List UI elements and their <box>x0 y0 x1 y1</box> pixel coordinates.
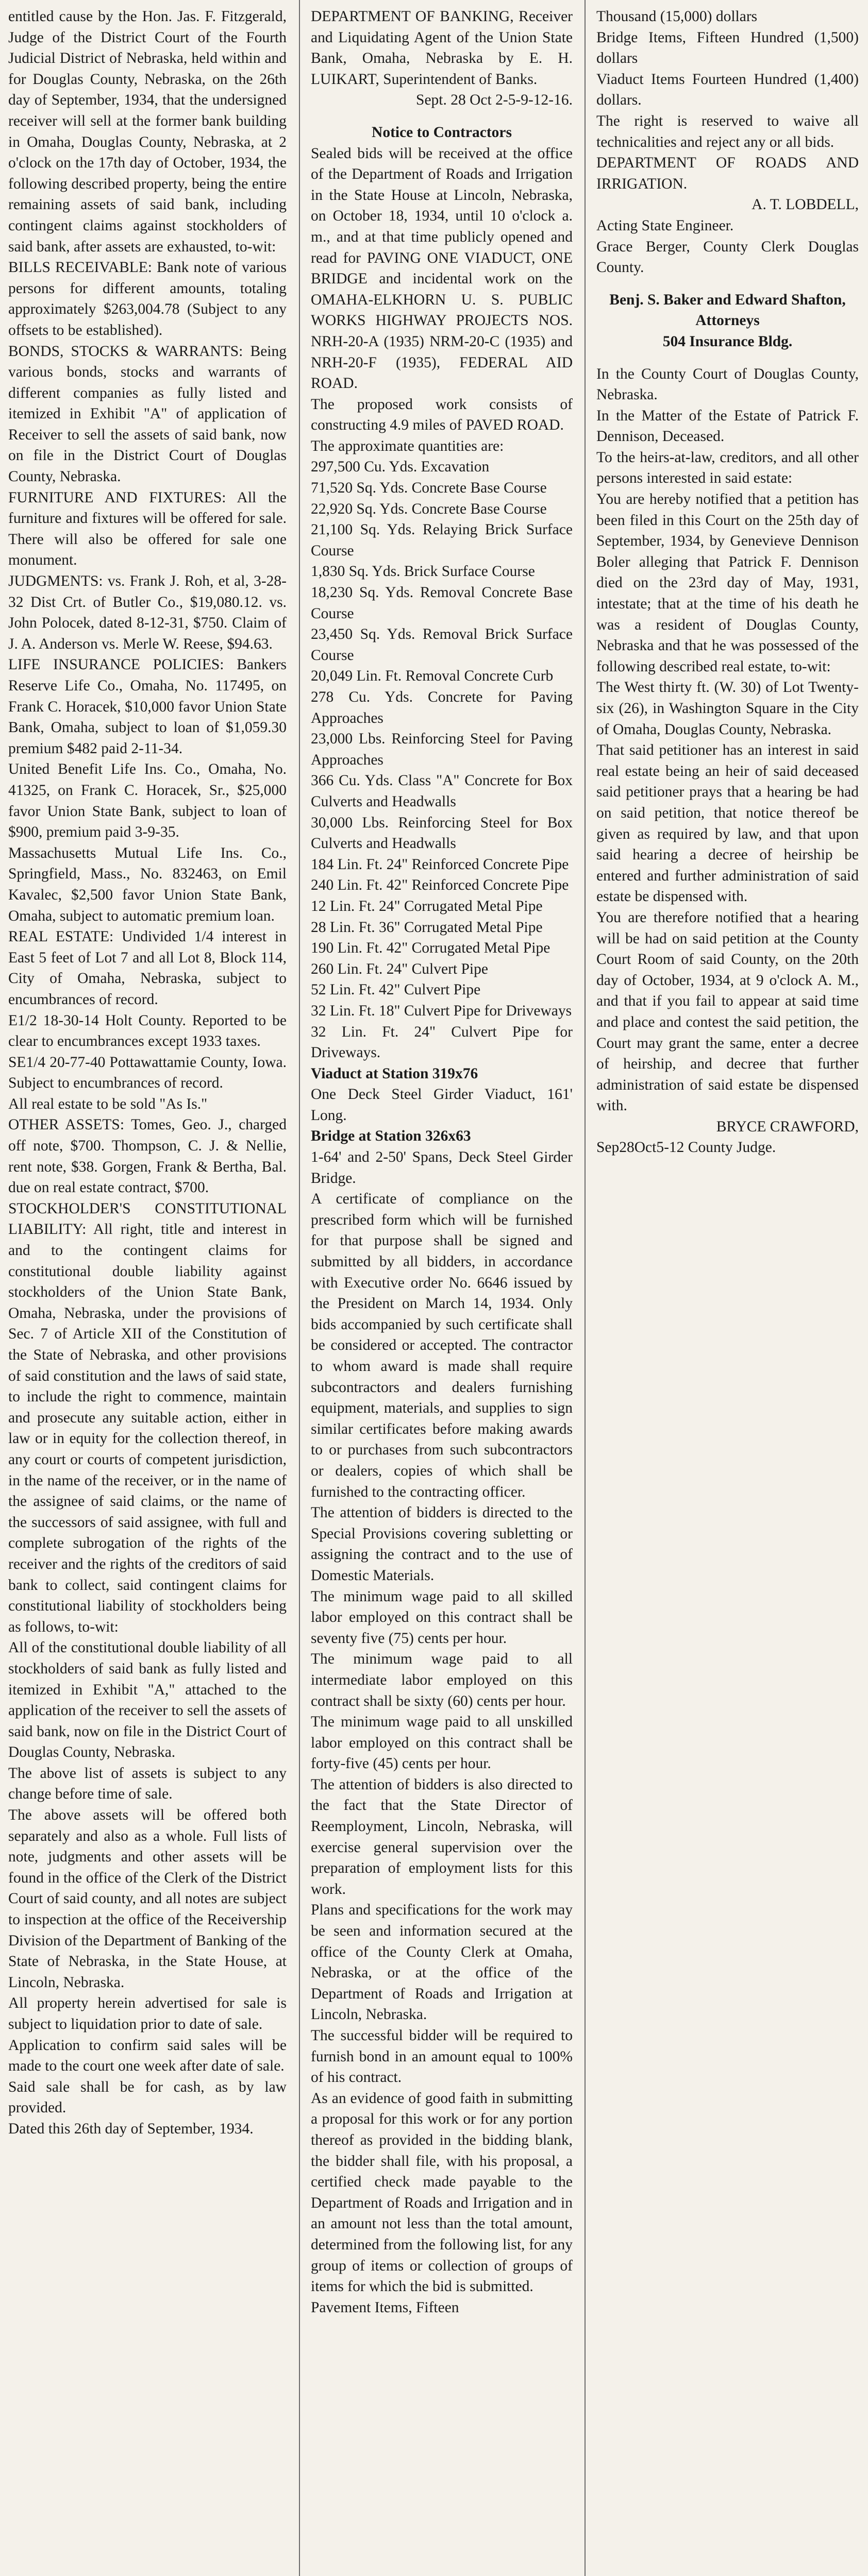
paragraph: DEPARTMENT OF ROADS AND IRRIGATION. <box>596 155 859 192</box>
paragraph: 12 Lin. Ft. 24" Corrugated Metal Pipe <box>311 897 543 914</box>
paragraph: You are therefore notified that a hearing will be had on said petition at the County Court Room of said County, on the 20th day of October, 1934, at 9 o'clock A. M., and that if you fail to appear at said time and place and contest the said petition, the Court may grant the same, enter a decree of heirship, and decree that further administration of said estate be dispensed with. <box>596 909 859 1114</box>
paragraph: LIFE INSURANCE POLICIES: Bankers Reserve Life Co., Omaha, No. 117495, on Frank C. Horacek, $10,000 favor Union State Bank, Omaha, subject to loan of $1,059.30 premium $482 paid 2-11-34. <box>8 656 287 757</box>
paragraph: STOCKHOLDER'S CONSTITUTIONAL LIABILITY: All right, title and interest in and to the contingent claims for constitutional double liability against stockholders of the Union State Bank, Omaha, Nebraska, under the provisions of Sec. 7 of Article XII of the Constitution of the State of Nebraska, and other provisions of said constitution and the laws of said state, to include the right to commence, maintain and prosecute any suitable action, either in law or in equity for the collection thereof, in any court or courts of competent jurisdiction, in the name of the receiver, or in the name of the assignee of said claims, or the name of the successors of said assignee, with full and complete subrogation of the rights of the receiver and the rights of the creditors of said bank to collect, said contingent claims for constitutional liability of stockholders being as follows, to-wit: <box>8 1200 287 1635</box>
paragraph: 366 Cu. Yds. Class "A" Concrete for Box Culverts and Headwalls <box>311 772 573 810</box>
paragraph: 184 Lin. Ft. 24" Reinforced Concrete Pipe <box>311 856 569 873</box>
paragraph: 20,049 Lin. Ft. Removal Concrete Curb <box>311 668 554 685</box>
paragraph: In the County Court of Douglas County, Nebraska. <box>596 365 859 403</box>
column-rule <box>299 0 300 2576</box>
paragraph: The right is reserved to waive all technicalities and reject any or all bids. <box>596 112 859 150</box>
paragraph: 30,000 Lbs. Reinforcing Steel for Box Culverts and Headwalls <box>311 814 573 852</box>
paragraph: The above list of assets is subject to any change before time of sale. <box>8 1765 287 1803</box>
paragraph: OTHER ASSETS: Tomes, Geo. J., charged off note, $700. Thompson, C. J. & Nellie, rent note, $38. Gorgen, Frank & Bertha, Bal. due on real estate contract, $700. <box>8 1116 287 1196</box>
column-rule <box>585 0 586 2576</box>
paragraph: 260 Lin. Ft. 24" Culvert Pipe <box>311 960 488 977</box>
paragraph: DEPARTMENT OF BANKING, Receiver and Liquidating Agent of the Union State Bank, Omaha, Nebraska by E. H. LUIKART, Superintendent of Banks. <box>311 8 573 88</box>
paragraph: As an evidence of good faith in submitting a proposal for this work or for any portion thereof as provided in the bidding blank, the bidder shall file, with his proposal, a certified check made payable to the Department of Roads and Irrigation and in an amount not less than the total amount, determined from the following list, for any group of items or collection of groups of items for which the bid is submitted. <box>311 2090 573 2295</box>
paragraph: A certificate of compliance on the prescribed form which will be furnished for that purpose shall be signed and submitted by all bidders, in accordance with Executive order No. 6646 issued by the President on March 14, 1934. Only bids accompanied by such certificate shall be considered or accepted. The contractor to whom award is made shall require subcontractors and dealers furnishing equipment, materials, and supplies to sign similar certificates before making awards to or purchases from such subcontractors or dealers, copies of which shall be furnished to the contracting officer. <box>311 1191 573 1500</box>
paragraph: That said petitioner has an interest in said real estate being an heir of said deceased said petitioner prays that a hearing be had on said petition, that notice thereof be given as required by law, and that upon said hearing a decree of heirship be entered and further administration of said estate be dispensed with. <box>596 742 859 905</box>
paragraph: BILLS RECEIVABLE: Bank note of various persons for different amounts, totaling approximately $263,004.78 (Subject to any offsets to be established). <box>8 259 287 338</box>
notice-heading: Notice to Contractors <box>372 124 512 141</box>
paragraph: FURNITURE AND FIXTURES: All the furniture and fixtures will be offered for sale. There will also be offered for sale one monument. <box>8 489 287 569</box>
signature-line: BRYCE CRAWFORD, <box>716 1118 859 1135</box>
paragraph: To the heirs-at-law, creditors, and all other persons interested in said estate: <box>596 449 859 487</box>
paragraph: 22,920 Sq. Yds. Concrete Base Course <box>311 500 547 517</box>
spacer <box>311 111 573 122</box>
paragraph: In the Matter of the Estate of Patrick F. Dennison, Deceased. <box>596 407 859 445</box>
paragraph: The approximate quantities are: <box>311 437 504 454</box>
paragraph: All of the constitutional double liability of all stockholders of said bank as fully listed and itemized in Exhibit "A," attached to the application of the receiver to sell the assets of said bank, now on file in the District Court of Douglas County, Nebraska. <box>8 1639 287 1761</box>
paragraph: One Deck Steel Girder Viaduct, 161' Long. <box>311 1086 573 1124</box>
notice-heading: Viaduct at Station 319x76 <box>311 1065 478 1082</box>
paragraph: Plans and specifications for the work may be seen and information secured at the office of the County Clerk at Omaha, Nebraska, or at the office of the Department of Roads and Irrigation at Lincoln, Nebraska. <box>311 1902 573 2023</box>
paragraph: 23,450 Sq. Yds. Removal Brick Surface Course <box>311 626 573 664</box>
paragraph: 32 Lin. Ft. 24" Culvert Pipe for Driveways. <box>311 1023 573 1061</box>
paragraph: 190 Lin. Ft. 42" Corrugated Metal Pipe <box>311 940 550 957</box>
paragraph: 1,830 Sq. Yds. Brick Surface Course <box>311 563 535 580</box>
paragraph: Pavement Items, Fifteen <box>311 2299 459 2316</box>
paragraph: REAL ESTATE: Undivided 1/4 interest in East 5 feet of Lot 7 and all Lot 8, Block 114, City of Omaha, Nebraska, subject to encumbrances of record. <box>8 928 287 1008</box>
paragraph: The West thirty ft. (W. 30) of Lot Twenty-six (26), in Washington Square in the City of Omaha, Douglas County, Nebraska. <box>596 679 859 738</box>
paragraph: Grace Berger, County Clerk Douglas County. <box>596 238 859 276</box>
paragraph: The minimum wage paid to all intermediate labor employed on this contract shall be sixty (60) cents per hour. <box>311 1651 573 1709</box>
paragraph: The above assets will be offered both separately and also as a whole. Full lists of note, judgments and other assets will be found in the office of the Clerk of the District Court of said county, and all notes are subject to inspection at the office of the Receivership Division of the Department of Banking of the State of Nebraska, in the State House, at Lincoln, Nebraska. <box>8 1807 287 1991</box>
paragraph: 240 Lin. Ft. 42" Reinforced Concrete Pipe <box>311 877 569 894</box>
paragraph: 18,230 Sq. Yds. Removal Concrete Base Course <box>311 584 573 622</box>
spacer <box>596 352 859 364</box>
paragraph: 71,520 Sq. Yds. Concrete Base Course <box>311 480 547 497</box>
notice-heading: Benj. S. Baker and Edward Shafton, Attorneys <box>609 291 846 329</box>
paragraph: Massachusetts Mutual Life Ins. Co., Springfield, Mass., No. 832463, on Emil Kavalec, $2,500 favor Union State Bank, Omaha, subject to automatic premium loan. <box>8 844 287 924</box>
notice-heading: 504 Insurance Bldg. <box>662 333 793 350</box>
column-3 <box>588 0 868 2576</box>
paragraph: 23,000 Lbs. Reinforcing Steel for Paving Approaches <box>311 731 573 768</box>
paragraph: Acting State Engineer. <box>596 217 734 234</box>
paragraph: The minimum wage paid to all skilled labor employed on this contract shall be seventy five (75) cents per hour. <box>311 1588 573 1647</box>
paragraph: United Benefit Life Ins. Co., Omaha, No. 41325, on Frank C. Horacek, Sr., $25,000 favor Union State Bank, subject to loan of $900, premium paid 3-9-35. <box>8 761 287 841</box>
paragraph: 32 Lin. Ft. 18" Culvert Pipe for Driveways <box>311 1002 572 1019</box>
paragraph: E1/2 18-30-14 Holt County. Reported to be clear to encumbrances except 1933 taxes. <box>8 1012 287 1050</box>
paragraph: 297,500 Cu. Yds. Excavation <box>311 459 490 476</box>
paragraph: 278 Cu. Yds. Concrete for Paving Approaches <box>311 689 573 726</box>
paragraph: The successful bidder will be required to furnish bond in an amount equal to 100% of his contract. <box>311 2027 573 2086</box>
paragraph: entitled cause by the Hon. Jas. F. Fitzgerald, Judge of the District Court of the Fourth Judicial District of Nebraska, held within and for Douglas County, Nebraska, on the 26th day of September, 1934, that the undersigned receiver will sell at the former bank building in Omaha, Douglas County, Nebraska, at 2 o'clock on the 17th day of October, 1934, the following described property, being the entire remaining assets of said bank, including contingent claims against stockholders of said bank, after assets are exhausted, to-wit: <box>8 8 287 255</box>
paragraph: Application to confirm said sales will be made to the court one week after date of sale. <box>8 2037 287 2075</box>
paragraph: You are hereby notified that a petition has been filed in this Court on the 25th day of September, 1934, by Genevieve Dennison Boler alleging that Patrick F. Dennison died on the 23rd day of May, 1931, intestate; that at the time of his death he was a resident of Douglas County, Nebraska and that he was possessed of the following described real estate, to-wit: <box>596 491 859 675</box>
paragraph: Sep28Oct5-12 County Judge. <box>596 1139 776 1156</box>
paragraph: JUDGMENTS: vs. Frank J. Roh, et al, 3-28-32 Dist Crt. of Butler Co., $19,080.12. vs. John Polocek, dated 8-12-31, $750. Claim of J. A. Anderson vs. Merle W. Reese, $94.63. <box>8 573 287 652</box>
paragraph: Thousand (15,000) dollars <box>596 8 758 25</box>
paragraph: Said sale shall be for cash, as by law provided. <box>8 2078 287 2116</box>
paragraph: All property herein advertised for sale is subject to liquidation prior to date of sale. <box>8 1995 287 2032</box>
paragraph: All real estate to be sold "As Is." <box>8 1095 208 1112</box>
paragraph: The attention of bidders is directed to the Special Provisions covering subletting or assigning the contract and to the use of Domestic Materials. <box>311 1504 573 1584</box>
paragraph: Dated this 26th day of September, 1934. <box>8 2120 254 2137</box>
paragraph: The attention of bidders is also directed to the fact that the State Director of Reemployment, Lincoln, Nebraska, will exercise general supervision over the preparation of employment lists for this work. <box>311 1776 573 1897</box>
column-2 <box>303 0 582 2576</box>
spacer <box>596 278 859 290</box>
notice-heading: Bridge at Station 326x63 <box>311 1128 471 1145</box>
paragraph: 21,100 Sq. Yds. Relaying Brick Surface Course <box>311 521 573 559</box>
paragraph: 28 Lin. Ft. 36" Corrugated Metal Pipe <box>311 919 543 936</box>
signature-line: Sept. 28 Oct 2-5-9-12-16. <box>416 92 573 109</box>
paragraph: The minimum wage paid to all unskilled labor employed on this contract shall be forty-five (45) cents per hour. <box>311 1714 573 1772</box>
paragraph: 1-64' and 2-50' Spans, Deck Steel Girder Bridge. <box>311 1149 573 1187</box>
paragraph: The proposed work consists of constructing 4.9 miles of PAVED ROAD. <box>311 396 573 434</box>
paragraph: Bridge Items, Fifteen Hundred (1,500) dollars <box>596 29 859 67</box>
paragraph: SE1/4 20-77-40 Pottawattamie County, Iowa. Subject to encumbrances of record. <box>8 1054 287 1092</box>
paragraph: Viaduct Items Fourteen Hundred (1,400) dollars. <box>596 71 859 109</box>
paragraph: BONDS, STOCKS & WARRANTS: Being various bonds, stocks and warrants of different companies as fully listed and itemized in Exhibit "A" of application of Receiver to sell the assets of said bank, now on file in the District Court of Douglas County, Nebraska. <box>8 343 287 485</box>
column-1 <box>0 0 296 2576</box>
paragraph: Sealed bids will be received at the office of the Department of Roads and Irrigation in the State House at Lincoln, Nebraska, on October 18, 1934, until 10 o'clock a. m., and at that time publicly opened and read for PAVING ONE VIADUCT, ONE BRIDGE and incidental work on the OMAHA-ELKHORN U. S. PUBLIC WORKS HIGHWAY PROJECTS NOS. NRH-20-A (1935) NRM-20-C (1935) and NRH-20-F (1935), FEDERAL AID ROAD. <box>311 145 573 392</box>
paragraph: 52 Lin. Ft. 42" Culvert Pipe <box>311 981 481 998</box>
signature-line: A. T. LOBDELL, <box>752 196 859 213</box>
